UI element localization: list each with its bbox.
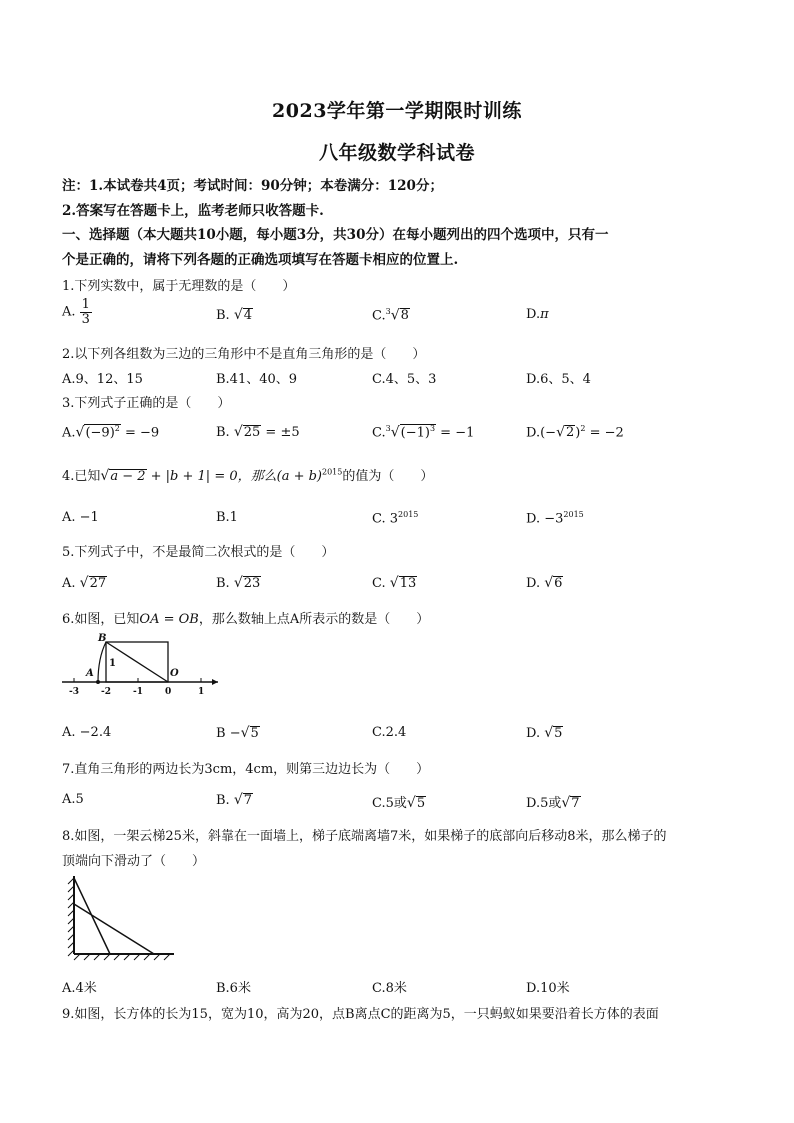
q6-option-b: B −√5	[216, 725, 259, 741]
q7-option-b: B. √7	[216, 792, 253, 808]
q5-option-c: C. √13	[372, 575, 417, 591]
section-heading-line-2: 个是正确的，请将下列各题的正确选项填写在答题卡相应的位置上.	[62, 252, 459, 268]
q7-option-d: D.5或√7	[526, 795, 580, 811]
exam-subtitle: 八年级数学科试卷	[318, 142, 475, 164]
axis-arrow-icon	[212, 679, 218, 685]
q6-option-d: D. √5	[526, 725, 563, 741]
exam-title: 2023学年第一学期限时训练	[272, 100, 522, 122]
q3-option-d: $D.(-√2)^2 = -2$	[526, 424, 624, 441]
q3-option-c: $C.^3√(-1)^3 = -1$	[372, 424, 475, 441]
tick-label: -3	[69, 687, 79, 697]
q7-stem: 7.直角三角形的两边长为3cm，4cm，则第三边边长为（ ）	[62, 762, 430, 777]
label-one: 1	[109, 658, 116, 669]
q1-stem: 1.下列实数中，属于无理数的是（ ）	[62, 279, 296, 294]
q1-option-b: B. √4	[216, 307, 253, 323]
ladder-after	[74, 904, 154, 954]
tick-label: 1	[198, 687, 205, 697]
label-a: A	[86, 668, 94, 679]
q8-ladder-figure	[66, 874, 176, 964]
q4-option-d: D. $-3^{2015}$	[526, 510, 584, 527]
label-b: B	[98, 633, 107, 644]
q4-option-b: B.1	[216, 510, 238, 525]
q8-option-a: A.4米	[62, 981, 97, 996]
q6-stem: 6.如图，已知OA = OB，那么数轴上点A所表示的数是（ ）	[62, 612, 430, 627]
note-line-1: 注：1.本试卷共4页；考试时间：90分钟；本卷满分：120分；	[62, 178, 443, 194]
label-o: O	[170, 668, 179, 679]
q8-stem-line-1: 8.如图，一架云梯25米，斜靠在一面墙上，梯子底端离墙7米，如果梯子的底部向后移动8米，那么梯子的	[62, 829, 667, 844]
q7-option-c: C.5或√5	[372, 795, 426, 811]
q9-stem: 9.如图，长方体的长为15，宽为10，高为20，点B离点C的距离为5，一只蚂蚁如果要沿着长方体的表面	[62, 1007, 659, 1022]
q2-option-c: C.4、5、3	[372, 372, 437, 387]
q8-stem-line-2: 顶端向下滑动了（ ）	[62, 854, 206, 869]
q6-option-a: A. −2.4	[62, 725, 112, 740]
q2-stem: 2.以下列各组数为三边的三角形中不是直角三角形的是（ ）	[62, 347, 426, 362]
q2-option-d: D.6、5、4	[526, 372, 591, 387]
note-line-2: 2.答案写在答题卡上，监考老师只收答题卡.	[62, 203, 324, 219]
q1-option-d: D.π	[526, 307, 549, 322]
q5-stem: 5.下列式子中，不是最简二次根式的是（ ）	[62, 545, 335, 560]
q8-option-c: C.8米	[372, 981, 407, 996]
q2-option-a: A.9、12、15	[62, 372, 143, 387]
q4-option-a: A. −1	[62, 510, 99, 525]
q3-option-b: B. √25 = ±5	[216, 424, 300, 440]
q4-stem: 4.已知√a − 2 + |b + 1| = 0，那么$(a + b)^{2015}$的值为（ ）	[62, 467, 434, 484]
q5-option-a: A. √27	[62, 575, 107, 591]
q1-option-a: A. $\frac{1}{3}$	[62, 297, 90, 327]
section-heading-line-1: 一、选择题（本大题共10小题，每小题3分，共30分）在每小题列出的四个选项中，只有一	[62, 227, 609, 243]
q5-option-d: D. √6	[526, 575, 563, 591]
q1-fraction: $\frac{1}{3}$	[81, 297, 90, 327]
q4-option-c: C. $3^{2015}$	[372, 510, 419, 527]
q6-option-c: C.2.4	[372, 725, 407, 740]
q8-option-b: B.6米	[216, 981, 251, 996]
q3-option-a: $A.√(-9)^2 = -9$	[62, 424, 160, 441]
q7-option-a: A.5	[62, 792, 84, 807]
tick-label: 0	[165, 687, 172, 697]
arc-ba	[98, 642, 106, 682]
q6-number-line-figure	[60, 630, 220, 700]
q1-option-c: C.$^3$√8	[372, 307, 409, 324]
tick-label: -1	[133, 687, 143, 697]
q2-option-b: B.41、40、9	[216, 372, 298, 387]
tick-label: -2	[101, 687, 111, 697]
q3-stem: 3.下列式子正确的是（ ）	[62, 396, 231, 411]
q5-option-b: B. √23	[216, 575, 261, 591]
q8-option-d: D.10米	[526, 981, 570, 996]
